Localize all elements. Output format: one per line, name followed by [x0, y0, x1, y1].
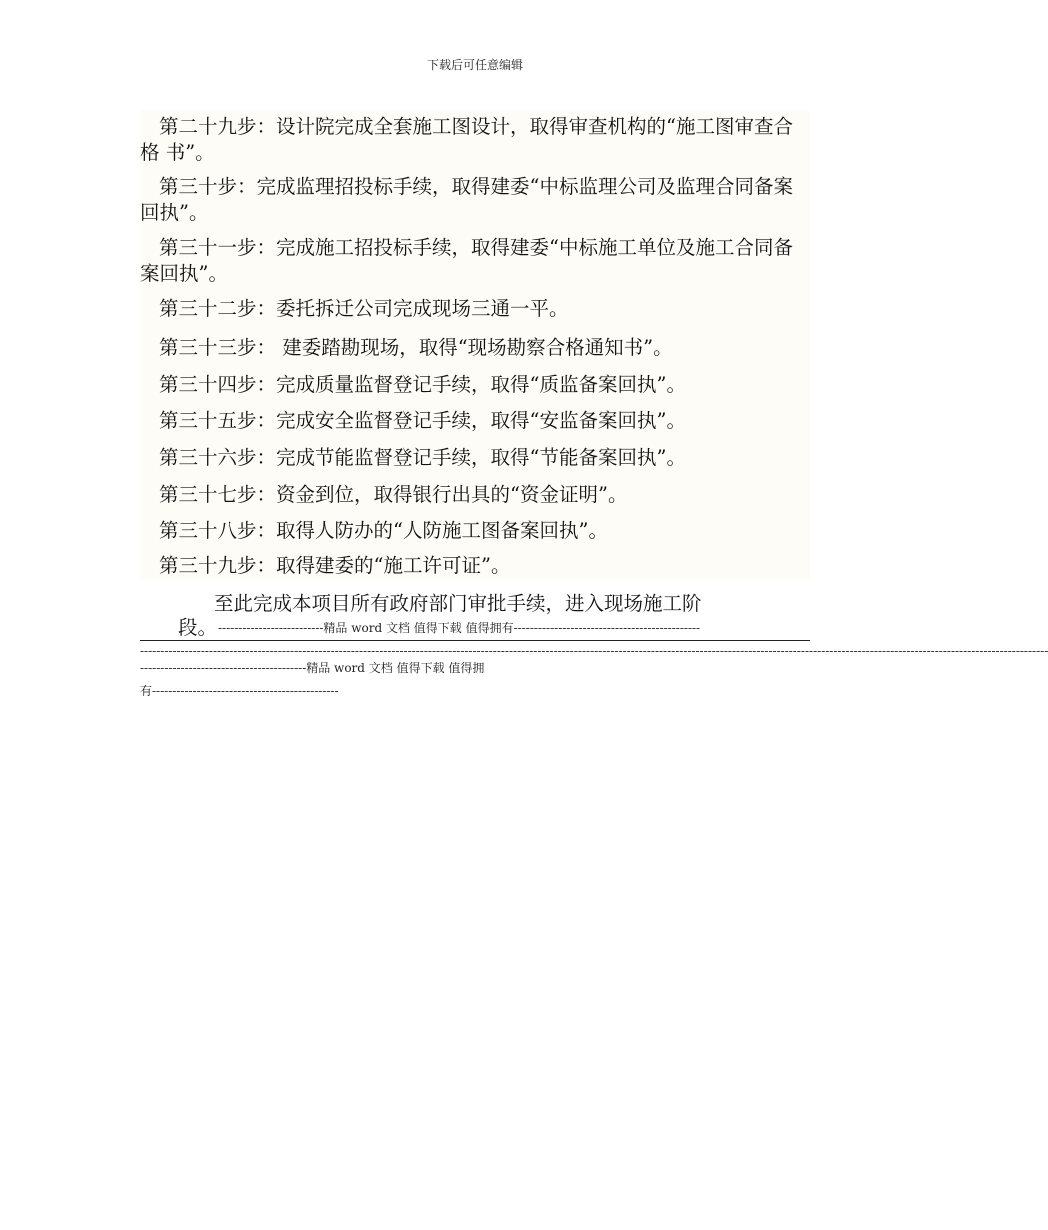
footer-watermark-line: -----------------------------------------精品 word 文档 值得下载 值得拥 — [140, 661, 485, 675]
step-29: 第二十九步：设计院完成全套施工图设计，取得审查机构的“施工图审查合格 书”。 — [140, 115, 793, 164]
footer-watermark-end: 有---------------------------------------------- — [140, 684, 339, 698]
step-33: 第三十三步： 建委踏勘现场，取得“现场勘察合格通知书”。 — [159, 336, 673, 359]
step-38: 第三十八步：取得人防办的“人防施工图备案回执”。 — [159, 519, 608, 542]
step-32: 第三十二步：委托拆迁公司完成现场三通一平。 — [159, 297, 569, 320]
closing-paragraph: 至此完成本项目所有政府部门审批手续，进入现场施工阶 — [214, 592, 702, 615]
footer-watermark-inline: --------------------------精品 word 文档 值得下载 值得拥有---------------------------------------------- — [218, 621, 701, 635]
closing-row — [140, 616, 810, 641]
step-34: 第三十四步：完成质量监督登记手续，取得“质监备案回执”。 — [159, 373, 686, 396]
step-35: 第三十五步：完成安全监督登记手续，取得“安监备案回执”。 — [159, 409, 686, 432]
step-31: 第三十一步：完成施工招投标手续，取得建委“中标施工单位及施工合同备案回执”。 — [140, 236, 793, 285]
step-39: 第三十九步：取得建委的“施工许可证”。 — [159, 554, 511, 577]
step-37: 第三十七步：资金到位，取得银行出具的“资金证明”。 — [159, 483, 628, 506]
page-header: 下载后可任意编辑 — [426, 58, 523, 72]
closing-end: 段。 — [178, 616, 218, 639]
step-30: 第三十步：完成监理招投标手续，取得建委“中标监理公司及监理合同备案回执”。 — [140, 175, 793, 224]
footer-dash-line: -------------------------------------------------------------------------------------------------------------------------------------------------------------------------------------------------------------------------------- — [140, 644, 1048, 658]
step-36: 第三十六步：完成节能监督登记手续，取得“节能备案回执”。 — [159, 446, 686, 469]
